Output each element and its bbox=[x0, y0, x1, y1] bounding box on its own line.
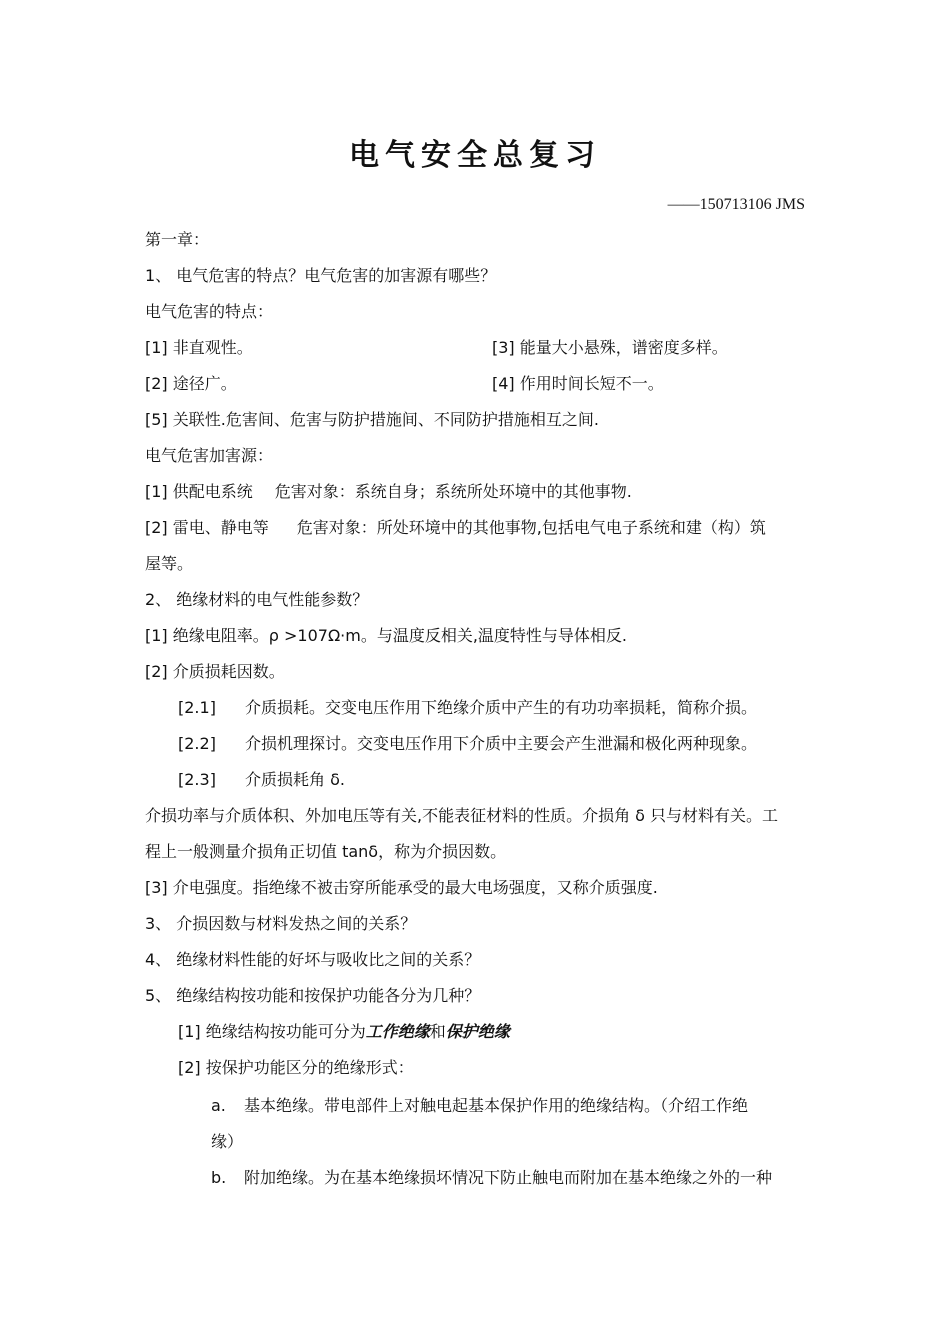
work-insulation-term: 工作绝缘 bbox=[365, 1022, 430, 1041]
source-1-name: [1] 供配电系统 bbox=[145, 482, 253, 501]
answer-5-1 bbox=[178, 1022, 840, 1042]
source-1 bbox=[145, 482, 807, 502]
param-2-1-number: [2.1] bbox=[178, 698, 216, 717]
feature-3: [3] 能量大小悬殊，谱密度多样。 bbox=[492, 338, 728, 357]
item-a-continued: 缘） bbox=[211, 1132, 244, 1151]
feature-5: [5] 关联性.危害间、危害与防护措施间、不同防护措施相互之间. bbox=[145, 410, 599, 429]
author-line: ——150713106 JMS bbox=[667, 196, 805, 213]
page-title: 电气安全总复习 bbox=[349, 138, 601, 173]
answer-5-1-conjunction: 和 bbox=[429, 1022, 446, 1041]
feature-row-1 bbox=[145, 338, 807, 358]
paragraph-line-2: 程上一般测量介损角正切值 tanδ，称为介损因数。 bbox=[145, 842, 507, 861]
param-2-3 bbox=[178, 770, 840, 790]
answer-5-2: [2] 按保护功能区分的绝缘形式： bbox=[178, 1058, 414, 1077]
question-1: 1、 电气危害的特点？电气危害的加害源有哪些？ bbox=[145, 266, 497, 285]
chapter-heading: 第一章： bbox=[145, 232, 210, 249]
param-1: [1] 绝缘电阻率。ρ >107Ω·m。与温度反相关,温度特性与导体相反. bbox=[145, 626, 628, 645]
features-label: 电气危害的特点： bbox=[145, 302, 274, 321]
param-2-2-text: 介损机理探讨。交变电压作用下介质中主要会产生泄漏和极化两种现象。 bbox=[245, 734, 758, 753]
param-2-2 bbox=[178, 734, 840, 754]
question-3: 3、 介损因数与材料发热之间的关系？ bbox=[145, 914, 417, 933]
param-2-1 bbox=[178, 698, 840, 718]
item-a-label: a. bbox=[211, 1096, 226, 1115]
param-2-2-number: [2.2] bbox=[178, 734, 216, 753]
question-5: 5、 绝缘结构按功能和按保护功能各分为几种？ bbox=[145, 986, 481, 1005]
item-a-text: 基本绝缘。带电部件上对触电起基本保护作用的绝缘结构。（介绍工作绝 bbox=[244, 1096, 749, 1115]
param-3: [3] 介电强度。指绝缘不被击穿所能承受的最大电场强度，又称介质强度. bbox=[145, 878, 658, 897]
sources-label: 电气危害加害源： bbox=[145, 446, 274, 465]
param-2-3-text: 介质损耗角 δ. bbox=[245, 770, 345, 789]
item-b-text: 附加绝缘。为在基本绝缘损坏情况下防止触电而附加在基本绝缘之外的一种 bbox=[244, 1168, 773, 1187]
feature-4: [4] 作用时间长短不一。 bbox=[492, 374, 664, 393]
item-a bbox=[211, 1096, 873, 1116]
feature-row-2 bbox=[145, 374, 807, 394]
feature-1: [1] 非直观性。 bbox=[145, 338, 253, 357]
source-1-target: 危害对象：系统自身；系统所处环境中的其他事物. bbox=[274, 482, 632, 501]
answer-5-1-lead: [1] 绝缘结构按功能可分为 bbox=[178, 1022, 366, 1041]
param-2: [2] 介质损耗因数。 bbox=[145, 662, 285, 681]
item-b bbox=[211, 1168, 873, 1188]
source-2-name: [2] 雷电、静电等 bbox=[145, 518, 269, 537]
param-2-1-text: 介质损耗。交变电压作用下绝缘介质中产生的有功功率损耗，简称介损。 bbox=[245, 698, 758, 717]
source-2-continued: 屋等。 bbox=[145, 554, 194, 573]
feature-2: [2] 途径广。 bbox=[145, 374, 237, 393]
question-2: 2、 绝缘材料的电气性能参数？ bbox=[145, 590, 369, 609]
protective-insulation-term: 保护绝缘 bbox=[445, 1022, 510, 1041]
source-2 bbox=[145, 518, 807, 538]
item-b-label: b. bbox=[211, 1168, 227, 1187]
source-2-target: 危害对象：所处环境中的其他事物,包括电气电子系统和建（构）筑 bbox=[296, 518, 766, 537]
paragraph-line-1: 介损功率与介质体积、外加电压等有关,不能表征材料的性质。介损角 δ 只与材料有关。工 bbox=[145, 806, 779, 825]
param-2-3-number: [2.3] bbox=[178, 770, 216, 789]
question-4: 4、 绝缘材料性能的好坏与吸收比之间的关系？ bbox=[145, 950, 481, 969]
